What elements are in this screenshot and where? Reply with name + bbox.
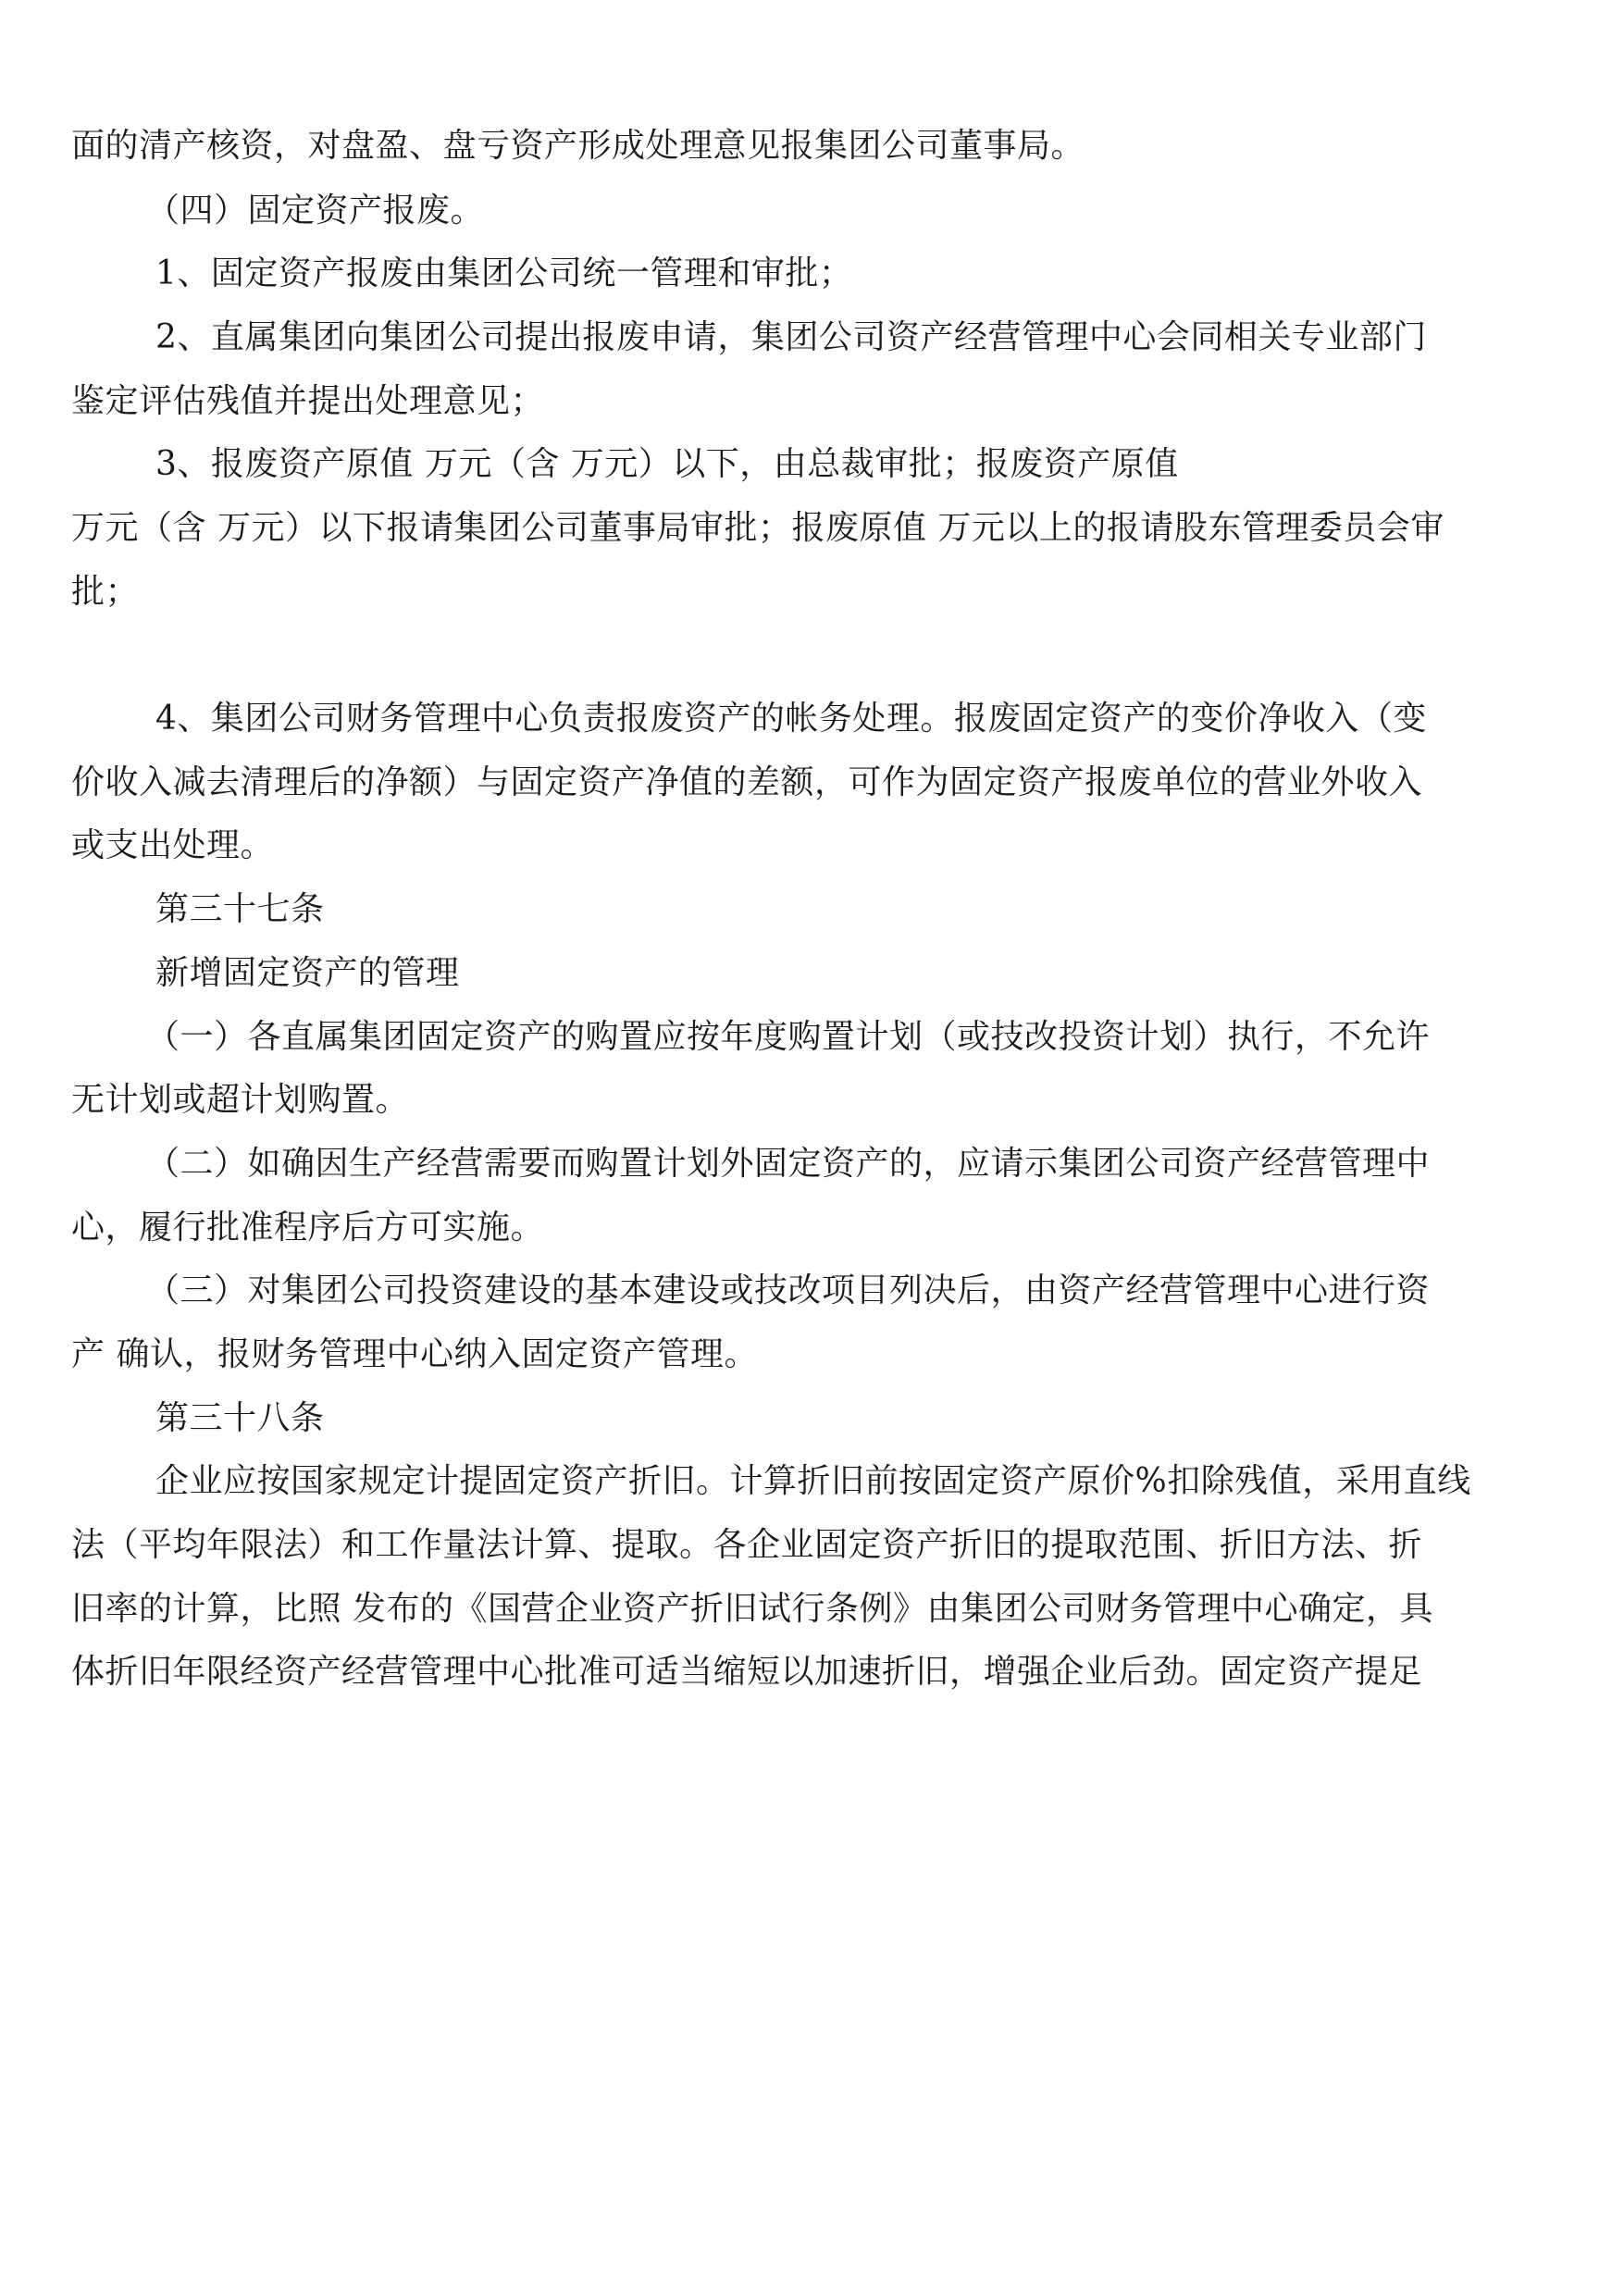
text-line: 2、直属集团向集团公司提出报废申请，集团公司资产经营管理中心会同相关专业部门 — [155, 318, 1427, 356]
text-line: （三）对集团公司投资建设的基本建设或技改项目列决后，由资产经营管理中心进行资 — [146, 1272, 1431, 1309]
text-line: 产 确认，报财务管理中心纳入固定资产管理。 — [71, 1335, 758, 1373]
article-heading: 第三十八条 — [155, 1399, 325, 1437]
article-heading: 第三十七条 — [155, 890, 325, 928]
text-line: 无计划或超计划购置。 — [71, 1081, 410, 1119]
text-line: 法（平均年限法）和工作量法计算、提取。各企业固定资产折旧的提取范围、折旧方法、折 — [71, 1526, 1423, 1564]
text-line: 企业应按国家规定计提固定资产折旧。计算折旧前按固定资产原价%扣除残值，采用直线 — [155, 1462, 1471, 1500]
text-line: 鉴定评估残值并提出处理意见； — [71, 382, 545, 420]
text-line: 心，履行批准程序后方可实施。 — [71, 1209, 545, 1247]
text-line: 1、固定资产报废由集团公司统一管理和审批； — [155, 254, 853, 292]
text-line: 旧率的计算，比照 发布的《国营企业资产折旧试行条例》由集团公司财务管理中心确定，具 — [71, 1590, 1433, 1628]
text-line: （一）各直属集团固定资产的购置应按年度购置计划（或技改投资计划）执行，不允许 — [146, 1018, 1431, 1056]
text-line: 价收入减去清理后的净额）与固定资产净值的差额，可作为固定资产报废单位的营业外收入 — [71, 763, 1423, 801]
text-line: 或支出处理。 — [71, 826, 275, 864]
section-heading: （四）固定资产报废。 — [146, 192, 485, 230]
text-line: 万元（含 万元）以下报请集团公司董事局审批；报废原值 万元以上的报请股东管理委员会审 — [71, 509, 1444, 547]
text-line: 面的清产核资，对盘盈、盘亏资产形成处理意见报集团公司董事局。 — [71, 127, 1085, 165]
text-line: （二）如确因生产经营需要而购置计划外固定资产的，应请示集团公司资产经营管理中 — [146, 1145, 1431, 1183]
text-line: 体折旧年限经资产经营管理中心批准可适当缩短以加速折旧，增强企业后劲。固定资产提足 — [71, 1653, 1423, 1691]
text-line: 4、集团公司财务管理中心负责报废资产的帐务处理。报废固定资产的变价净收入（变 — [155, 700, 1427, 738]
article-subtitle: 新增固定资产的管理 — [155, 954, 460, 992]
text-line: 3、报废资产原值 万元（含 万元）以下，由总裁审批；报废资产原值 — [155, 445, 1179, 483]
text-line: 批； — [71, 573, 140, 611]
